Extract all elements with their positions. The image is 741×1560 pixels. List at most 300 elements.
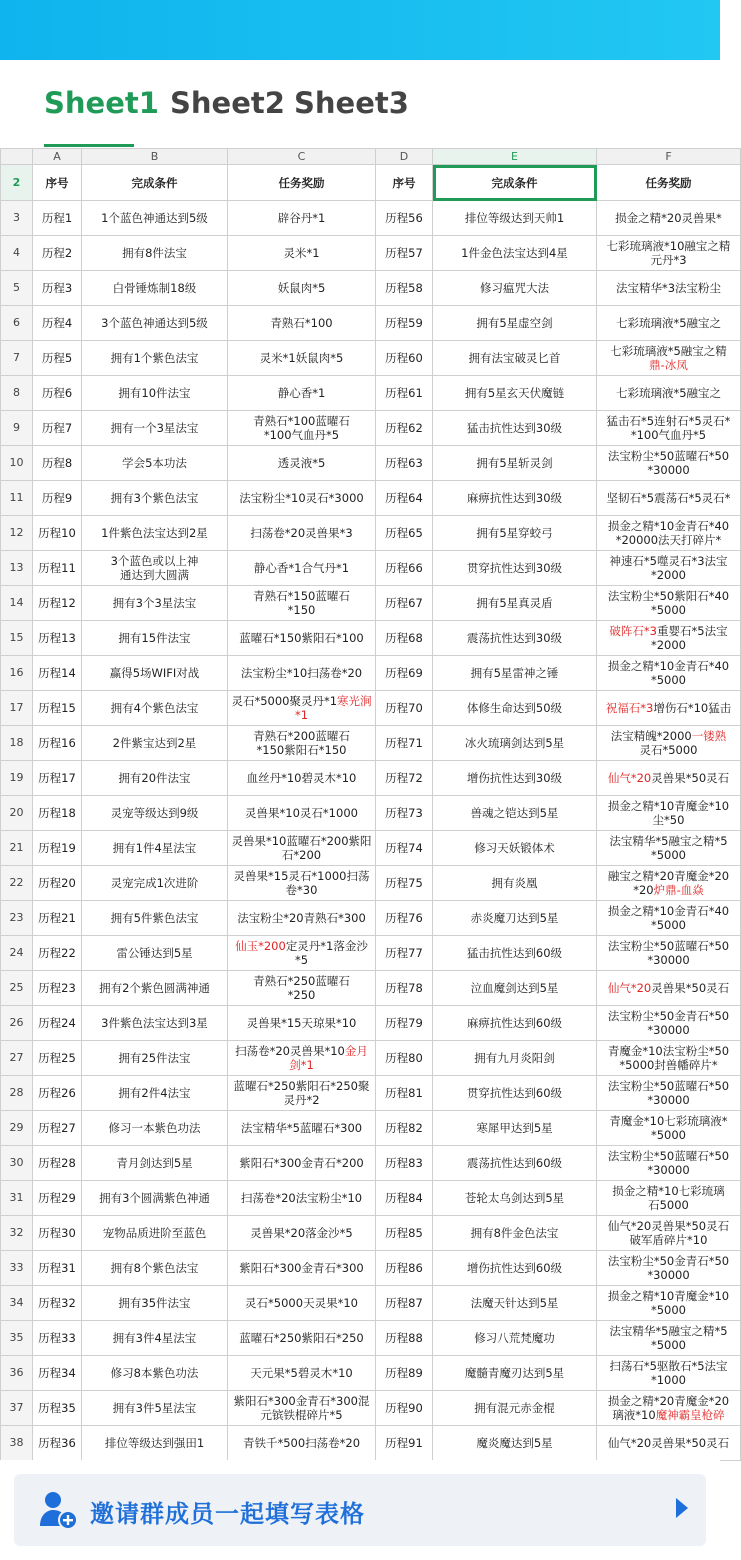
- cell-condition-2[interactable]: [433, 341, 597, 376]
- cell-text-segment: 法宝粉尘*10灵石*3000: [239, 491, 364, 505]
- cell-seq-2[interactable]: [376, 1356, 433, 1391]
- cell-seq[interactable]: [33, 1146, 82, 1181]
- cell-reward[interactable]: [228, 1146, 376, 1181]
- cell-condition-2[interactable]: [433, 1426, 597, 1461]
- cell-seq[interactable]: [33, 1286, 82, 1321]
- cell-seq-2[interactable]: [376, 341, 433, 376]
- cell-reward-2[interactable]: [597, 1041, 741, 1076]
- cell-seq[interactable]: [33, 306, 82, 341]
- cell-reward[interactable]: [228, 621, 376, 656]
- cell-condition[interactable]: [82, 1181, 228, 1216]
- cell-condition[interactable]: [82, 1111, 228, 1146]
- cell-reward[interactable]: [228, 1426, 376, 1461]
- row-number[interactable]: 16: [1, 656, 33, 691]
- cell-text-segment: 历程57: [385, 246, 423, 260]
- cell-reward-2[interactable]: [597, 971, 741, 1006]
- cell-reward-2[interactable]: [597, 1111, 741, 1146]
- cell-condition-2[interactable]: [433, 691, 597, 726]
- cell-seq-2[interactable]: [376, 621, 433, 656]
- cell-reward-2[interactable]: [597, 1391, 741, 1426]
- cell-text-segment: 猛击抗性达到60级: [466, 946, 563, 960]
- row-number[interactable]: 22: [1, 866, 33, 901]
- cell-reward-2[interactable]: [597, 341, 741, 376]
- cell-reward[interactable]: [228, 411, 376, 446]
- cell-reward[interactable]: [228, 516, 376, 551]
- cell-seq[interactable]: [33, 376, 82, 411]
- cell-reward[interactable]: [228, 271, 376, 306]
- cell-seq-2[interactable]: [376, 726, 433, 761]
- cell-text-segment: 灵宠等级达到9级: [110, 806, 199, 820]
- cell-text-segment: 2件紫宝达到2星: [112, 736, 197, 750]
- column-header-e[interactable]: E: [433, 149, 597, 165]
- cell-seq[interactable]: [33, 341, 82, 376]
- cell-seq[interactable]: [33, 481, 82, 516]
- row-number[interactable]: 10: [1, 446, 33, 481]
- cell-seq-2[interactable]: [376, 481, 433, 516]
- cell-condition[interactable]: [82, 866, 228, 901]
- cell-seq-2[interactable]: [376, 936, 433, 971]
- cell-reward-2[interactable]: [597, 1181, 741, 1216]
- row-number[interactable]: 36: [1, 1356, 33, 1391]
- cell-condition[interactable]: [82, 341, 228, 376]
- cell-text-segment: 增伤抗性达到30级: [466, 771, 563, 785]
- cell-seq-2[interactable]: [376, 1041, 433, 1076]
- cell-condition[interactable]: [82, 516, 228, 551]
- cell-reward[interactable]: [228, 201, 376, 236]
- cell-reward[interactable]: [228, 1356, 376, 1391]
- cell-seq-2[interactable]: [376, 411, 433, 446]
- row-number[interactable]: 2: [1, 165, 33, 201]
- row-number[interactable]: 26: [1, 1006, 33, 1041]
- row-number[interactable]: 37: [1, 1391, 33, 1426]
- cell-seq-2[interactable]: [376, 551, 433, 586]
- row-number[interactable]: 8: [1, 376, 33, 411]
- cell-reward[interactable]: [228, 1181, 376, 1216]
- cell-condition[interactable]: [82, 551, 228, 586]
- cell-seq-2[interactable]: [376, 1216, 433, 1251]
- cell-seq[interactable]: [33, 236, 82, 271]
- cell-condition-2[interactable]: [433, 866, 597, 901]
- cell-reward-2[interactable]: [597, 866, 741, 901]
- cell-reward[interactable]: [228, 551, 376, 586]
- table-row: [1, 341, 741, 376]
- cell-reward[interactable]: [228, 866, 376, 901]
- row-number[interactable]: 20: [1, 796, 33, 831]
- cell-reward-2[interactable]: [597, 1146, 741, 1181]
- header-cell-reward-2[interactable]: 任务奖励: [597, 165, 741, 201]
- cell-reward-2[interactable]: [597, 271, 741, 306]
- cell-condition[interactable]: [82, 446, 228, 481]
- select-all-corner[interactable]: [1, 149, 33, 165]
- cell-seq-2[interactable]: [376, 306, 433, 341]
- cell-condition[interactable]: [82, 1356, 228, 1391]
- cell-condition[interactable]: [82, 901, 228, 936]
- column-header-d[interactable]: D: [376, 149, 433, 165]
- cell-seq[interactable]: [33, 586, 82, 621]
- cell-reward-2[interactable]: [597, 376, 741, 411]
- cell-seq-2[interactable]: [376, 1181, 433, 1216]
- cell-condition[interactable]: [82, 621, 228, 656]
- cell-seq[interactable]: [33, 1076, 82, 1111]
- table-row: [1, 1181, 741, 1216]
- cell-reward[interactable]: [228, 936, 376, 971]
- cell-seq[interactable]: [33, 1041, 82, 1076]
- cell-condition-2[interactable]: [433, 1076, 597, 1111]
- row-number[interactable]: 28: [1, 1076, 33, 1111]
- cell-seq-2[interactable]: [376, 271, 433, 306]
- cell-condition-2[interactable]: [433, 1216, 597, 1251]
- row-number[interactable]: 29: [1, 1111, 33, 1146]
- row-number[interactable]: 24: [1, 936, 33, 971]
- cell-reward-2[interactable]: [597, 1321, 741, 1356]
- cell-seq[interactable]: [33, 726, 82, 761]
- cell-condition-2[interactable]: [433, 656, 597, 691]
- row-number[interactable]: 6: [1, 306, 33, 341]
- cell-reward[interactable]: [228, 446, 376, 481]
- cell-reward[interactable]: [228, 1286, 376, 1321]
- cell-condition-2[interactable]: [433, 236, 597, 271]
- cell-condition-2[interactable]: [433, 1356, 597, 1391]
- cell-condition[interactable]: [82, 1041, 228, 1076]
- cell-seq[interactable]: [33, 971, 82, 1006]
- cell-text-segment: 拥有法宝破灵匕首: [468, 351, 561, 365]
- cell-condition-2[interactable]: [433, 1321, 597, 1356]
- cell-seq[interactable]: [33, 1006, 82, 1041]
- cell-condition[interactable]: [82, 1146, 228, 1181]
- cell-condition-2[interactable]: [433, 1146, 597, 1181]
- cell-text-segment: 青熟石*150蓝曜石: [253, 589, 350, 603]
- cell-seq-2[interactable]: [376, 656, 433, 691]
- cell-condition[interactable]: [82, 1251, 228, 1286]
- cell-reward[interactable]: [228, 1006, 376, 1041]
- cell-seq[interactable]: [33, 1111, 82, 1146]
- row-number[interactable]: 17: [1, 691, 33, 726]
- cell-seq-2[interactable]: [376, 586, 433, 621]
- cell-condition[interactable]: [82, 656, 228, 691]
- cell-reward-2[interactable]: [597, 1251, 741, 1286]
- cell-condition-2[interactable]: [433, 586, 597, 621]
- cell-condition-2[interactable]: [433, 411, 597, 446]
- cell-seq[interactable]: [33, 411, 82, 446]
- cell-reward[interactable]: [228, 691, 376, 726]
- cell-seq[interactable]: [33, 1216, 82, 1251]
- cell-seq-2[interactable]: [376, 1146, 433, 1181]
- cell-condition[interactable]: [82, 726, 228, 761]
- cell-condition[interactable]: [82, 1006, 228, 1041]
- row-number[interactable]: 27: [1, 1041, 33, 1076]
- cell-condition-2[interactable]: [433, 901, 597, 936]
- cell-seq-2[interactable]: [376, 1251, 433, 1286]
- cell-seq[interactable]: [33, 1356, 82, 1391]
- cell-seq[interactable]: [33, 1391, 82, 1426]
- cell-text-segment: 拥有5件紫色法宝: [110, 911, 199, 925]
- cell-condition[interactable]: [82, 411, 228, 446]
- cell-seq[interactable]: [33, 796, 82, 831]
- cell-reward[interactable]: [228, 1216, 376, 1251]
- column-header-c[interactable]: C: [228, 149, 376, 165]
- cell-reward[interactable]: [228, 796, 376, 831]
- cell-reward[interactable]: [228, 656, 376, 691]
- cell-condition[interactable]: [82, 936, 228, 971]
- row-number[interactable]: 31: [1, 1181, 33, 1216]
- header-cell-seq-2[interactable]: 序号: [376, 165, 433, 201]
- cell-condition-2[interactable]: [433, 481, 597, 516]
- cell-condition-2[interactable]: [433, 621, 597, 656]
- cell-reward[interactable]: [228, 586, 376, 621]
- cell-seq-2[interactable]: [376, 1286, 433, 1321]
- cell-text-segment: 青月剑达到5星: [116, 1156, 193, 1170]
- cell-seq[interactable]: [33, 1181, 82, 1216]
- cell-seq[interactable]: [33, 621, 82, 656]
- row-number[interactable]: 19: [1, 761, 33, 796]
- cell-reward-2[interactable]: [597, 1356, 741, 1391]
- row-number[interactable]: 34: [1, 1286, 33, 1321]
- header-cell-condition-2-selected[interactable]: 完成条件: [433, 165, 597, 201]
- cell-reward-2[interactable]: [597, 1076, 741, 1111]
- cell-seq-2[interactable]: [376, 1426, 433, 1461]
- row-number[interactable]: 25: [1, 971, 33, 1006]
- cell-condition-2[interactable]: [433, 761, 597, 796]
- cell-seq[interactable]: [33, 516, 82, 551]
- cell-seq[interactable]: [33, 271, 82, 306]
- cell-reward[interactable]: [228, 306, 376, 341]
- cell-condition[interactable]: [82, 1321, 228, 1356]
- cell-seq-2[interactable]: [376, 1076, 433, 1111]
- cell-seq-2[interactable]: [376, 761, 433, 796]
- cell-reward-2[interactable]: [597, 236, 741, 271]
- cell-seq[interactable]: [33, 936, 82, 971]
- invite-members-button[interactable]: [14, 1474, 706, 1546]
- cell-reward-2[interactable]: [597, 656, 741, 691]
- cell-condition-2[interactable]: [433, 1041, 597, 1076]
- row-number[interactable]: 33: [1, 1251, 33, 1286]
- cell-seq[interactable]: [33, 691, 82, 726]
- cell-reward-2[interactable]: [597, 201, 741, 236]
- cell-reward-2[interactable]: [597, 481, 741, 516]
- cell-reward-2[interactable]: [597, 586, 741, 621]
- cell-reward-2[interactable]: [597, 726, 741, 761]
- cell-condition[interactable]: [82, 376, 228, 411]
- row-number[interactable]: 23: [1, 901, 33, 936]
- cell-reward[interactable]: [228, 1251, 376, 1286]
- cell-condition[interactable]: [82, 1391, 228, 1426]
- cell-reward[interactable]: [228, 901, 376, 936]
- row-number[interactable]: 4: [1, 236, 33, 271]
- cell-seq[interactable]: [33, 446, 82, 481]
- cell-condition[interactable]: [82, 1426, 228, 1461]
- table-row: [1, 726, 741, 761]
- row-number[interactable]: 35: [1, 1321, 33, 1356]
- cell-reward[interactable]: [228, 971, 376, 1006]
- cell-seq[interactable]: [33, 1251, 82, 1286]
- cell-reward-2[interactable]: [597, 936, 741, 971]
- cell-reward[interactable]: [228, 1111, 376, 1146]
- table-row: [1, 761, 741, 796]
- cell-text-segment: 魔炎魔达到5星: [476, 1436, 553, 1450]
- row-number[interactable]: 21: [1, 831, 33, 866]
- cell-condition-2[interactable]: [433, 1181, 597, 1216]
- column-header-f[interactable]: F: [597, 149, 741, 165]
- cell-condition-2[interactable]: [433, 1111, 597, 1146]
- cell-condition[interactable]: [82, 306, 228, 341]
- column-header-a[interactable]: A: [33, 149, 82, 165]
- cell-condition-2[interactable]: [433, 516, 597, 551]
- cell-seq-2[interactable]: [376, 236, 433, 271]
- cell-seq-2[interactable]: [376, 691, 433, 726]
- cell-reward-2[interactable]: [597, 1426, 741, 1461]
- row-number[interactable]: 38: [1, 1426, 33, 1461]
- cell-reward-2[interactable]: [597, 306, 741, 341]
- cell-text-segment: 拥有35件法宝: [118, 1296, 191, 1310]
- row-number[interactable]: 14: [1, 586, 33, 621]
- cell-reward[interactable]: [228, 1391, 376, 1426]
- cell-condition[interactable]: [82, 1216, 228, 1251]
- table-row: [1, 516, 741, 551]
- cell-condition[interactable]: [82, 831, 228, 866]
- cell-condition-2[interactable]: [433, 1006, 597, 1041]
- cell-condition-2[interactable]: [433, 551, 597, 586]
- cell-reward-2[interactable]: [597, 1216, 741, 1251]
- cell-text-segment: 仙玉*200: [235, 939, 286, 953]
- cell-condition[interactable]: [82, 1286, 228, 1321]
- tab-sheet1[interactable]: Sheet1: [44, 86, 159, 120]
- cell-seq[interactable]: [33, 1426, 82, 1461]
- row-number[interactable]: 32: [1, 1216, 33, 1251]
- header-cell-seq[interactable]: 序号: [33, 165, 82, 201]
- cell-condition-2[interactable]: [433, 446, 597, 481]
- cell-reward-2[interactable]: [597, 621, 741, 656]
- cell-condition-2[interactable]: [433, 936, 597, 971]
- row-number[interactable]: 12: [1, 516, 33, 551]
- cell-condition-2[interactable]: [433, 831, 597, 866]
- cell-condition-2[interactable]: [433, 271, 597, 306]
- cell-condition-2[interactable]: [433, 796, 597, 831]
- cell-reward-2[interactable]: [597, 551, 741, 586]
- cell-seq[interactable]: [33, 551, 82, 586]
- cell-reward[interactable]: [228, 376, 376, 411]
- cell-seq-2[interactable]: [376, 376, 433, 411]
- cell-seq[interactable]: [33, 831, 82, 866]
- cell-text-segment: 历程64: [385, 491, 423, 505]
- cell-seq-2[interactable]: [376, 866, 433, 901]
- cell-condition[interactable]: [82, 971, 228, 1006]
- cell-text-segment: 紫阳石*300金青石*300: [239, 1261, 364, 1275]
- cell-condition-2[interactable]: [433, 306, 597, 341]
- row-number[interactable]: 18: [1, 726, 33, 761]
- cell-reward-2[interactable]: [597, 831, 741, 866]
- cell-text-segment: 灵石*5000聚灵丹*1: [231, 694, 338, 708]
- cell-reward-2[interactable]: [597, 1006, 741, 1041]
- cell-condition[interactable]: [82, 481, 228, 516]
- cell-seq-2[interactable]: [376, 516, 433, 551]
- cell-seq[interactable]: [33, 201, 82, 236]
- cell-condition-2[interactable]: [433, 201, 597, 236]
- cell-condition-2[interactable]: [433, 726, 597, 761]
- spreadsheet-grid[interactable]: [0, 148, 732, 1460]
- cell-text-segment: 历程17: [38, 771, 76, 785]
- table-row: [1, 1286, 741, 1321]
- cell-condition[interactable]: [82, 201, 228, 236]
- cell-seq-2[interactable]: [376, 831, 433, 866]
- cell-condition-2[interactable]: [433, 971, 597, 1006]
- cell-reward-2[interactable]: [597, 761, 741, 796]
- cell-condition[interactable]: [82, 271, 228, 306]
- cell-seq-2[interactable]: [376, 446, 433, 481]
- cell-seq-2[interactable]: [376, 796, 433, 831]
- cell-condition[interactable]: [82, 236, 228, 271]
- cell-condition[interactable]: [82, 586, 228, 621]
- cell-seq-2[interactable]: [376, 1321, 433, 1356]
- cell-condition-2[interactable]: [433, 376, 597, 411]
- cell-seq-2[interactable]: [376, 901, 433, 936]
- row-number[interactable]: 3: [1, 201, 33, 236]
- cell-seq-2[interactable]: [376, 1391, 433, 1426]
- column-header-b[interactable]: B: [82, 149, 228, 165]
- cell-condition-2[interactable]: [433, 1391, 597, 1426]
- cell-condition-2[interactable]: [433, 1251, 597, 1286]
- cell-seq[interactable]: [33, 656, 82, 691]
- cell-seq[interactable]: [33, 761, 82, 796]
- cell-seq[interactable]: [33, 1321, 82, 1356]
- row-number[interactable]: 7: [1, 341, 33, 376]
- cell-condition[interactable]: [82, 691, 228, 726]
- cell-text-segment: 1件紫色法宝达到2星: [101, 526, 208, 540]
- cell-reward-2[interactable]: [597, 411, 741, 446]
- cell-reward[interactable]: [228, 236, 376, 271]
- cell-reward[interactable]: [228, 481, 376, 516]
- cell-text-segment: 拥有25件法宝: [118, 1051, 191, 1065]
- cell-reward-2[interactable]: [597, 796, 741, 831]
- cell-seq-2[interactable]: [376, 201, 433, 236]
- cell-condition[interactable]: [82, 761, 228, 796]
- cell-reward-2[interactable]: [597, 516, 741, 551]
- cell-reward-2[interactable]: [597, 691, 741, 726]
- cell-reward[interactable]: [228, 1321, 376, 1356]
- cell-text-segment: 历程86: [385, 1261, 423, 1275]
- row-number[interactable]: 9: [1, 411, 33, 446]
- cell-reward-2[interactable]: [597, 1286, 741, 1321]
- row-number[interactable]: 11: [1, 481, 33, 516]
- row-number[interactable]: 5: [1, 271, 33, 306]
- cell-seq-2[interactable]: [376, 1006, 433, 1041]
- cell-text-segment: 蓝曜石*150紫阳石*100: [239, 631, 364, 645]
- header-cell-reward[interactable]: 任务奖励: [228, 165, 376, 201]
- cell-reward-2[interactable]: [597, 446, 741, 481]
- cell-text-segment: 震荡抗性达到30级: [466, 631, 563, 645]
- cell-reward[interactable]: [228, 726, 376, 761]
- cell-reward[interactable]: [228, 1076, 376, 1111]
- row-number[interactable]: 13: [1, 551, 33, 586]
- cell-reward[interactable]: [228, 761, 376, 796]
- cell-seq-2[interactable]: [376, 971, 433, 1006]
- cell-reward[interactable]: [228, 341, 376, 376]
- row-number[interactable]: 15: [1, 621, 33, 656]
- cell-condition-2[interactable]: [433, 1286, 597, 1321]
- cell-seq[interactable]: [33, 901, 82, 936]
- tab-sheet3[interactable]: Sheet3: [294, 86, 409, 120]
- row-number[interactable]: 30: [1, 1146, 33, 1181]
- cell-seq-2[interactable]: [376, 1111, 433, 1146]
- tab-sheet2[interactable]: Sheet2: [170, 86, 285, 120]
- cell-condition[interactable]: [82, 796, 228, 831]
- cell-reward-2[interactable]: [597, 901, 741, 936]
- add-member-icon: [38, 1490, 78, 1530]
- cell-reward[interactable]: [228, 1041, 376, 1076]
- cell-seq[interactable]: [33, 866, 82, 901]
- cell-condition[interactable]: [82, 1076, 228, 1111]
- cell-reward[interactable]: [228, 831, 376, 866]
- header-cell-condition[interactable]: 完成条件: [82, 165, 228, 201]
